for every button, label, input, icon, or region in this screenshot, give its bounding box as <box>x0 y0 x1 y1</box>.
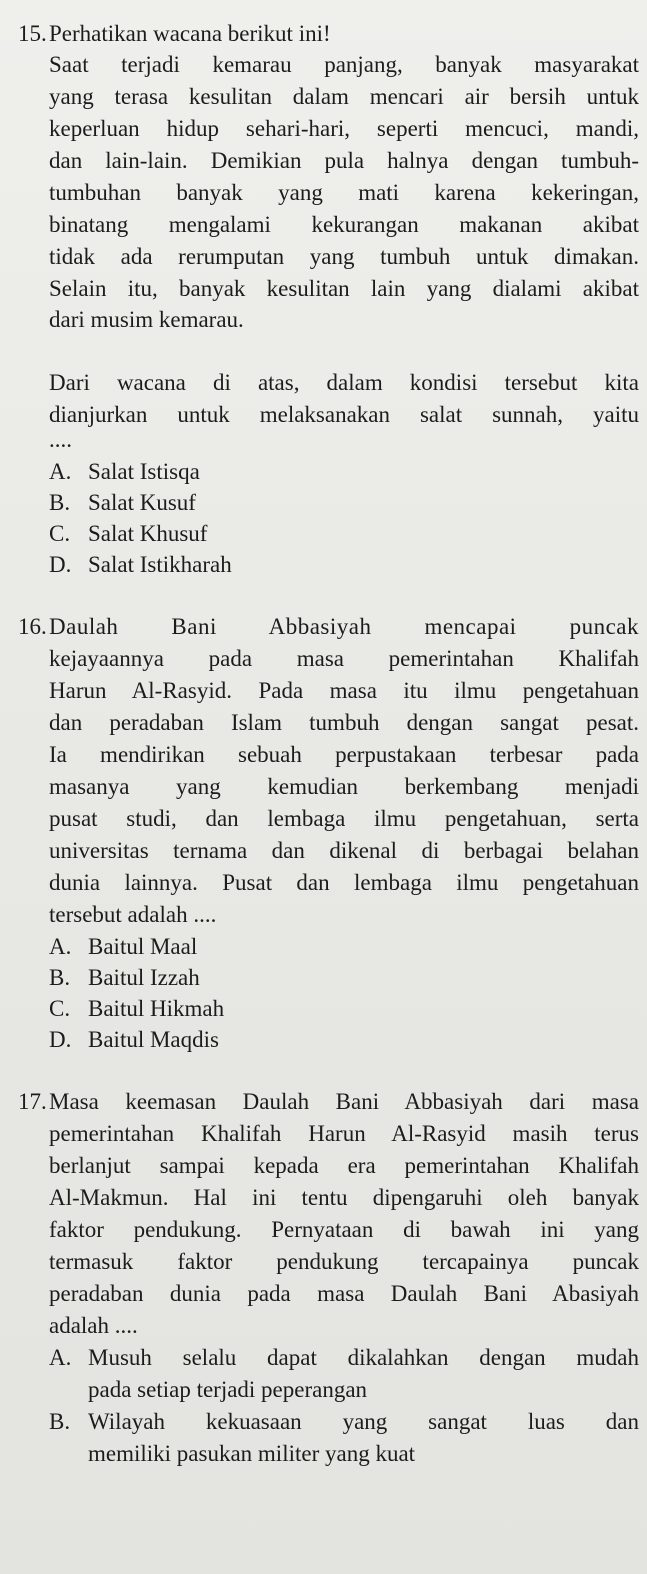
question-17-text-line: Al-Makmun. Hal ini tentu dipengaruhi oleh banyak <box>49 1185 639 1210</box>
option-text: Baitul Izzah <box>88 965 200 990</box>
option-letter: B. <box>49 965 71 990</box>
option-letter: B. <box>49 1409 71 1434</box>
question-15-option-d[interactable] <box>49 550 232 579</box>
question-15-instruction: Perhatikan wacana berikut ini! <box>49 21 331 46</box>
question-16-text-line: universitas ternama dan dikenal di berbagai belahan <box>49 838 639 863</box>
question-17-text-line: Masa keemasan Daulah Bani Abbasiyah dari masa <box>49 1089 639 1114</box>
question-15-passage-line: binatang mengalami kekurangan makanan akibat <box>49 212 639 237</box>
question-16-text-line: pusat studi, dan lembaga ilmu pengetahuan, serta <box>49 806 639 831</box>
question-16-text-line: dan peradaban Islam tumbuh dengan sangat pesat. <box>49 710 639 735</box>
option-text: Salat Istisqa <box>88 459 200 484</box>
question-16-text-line: kejayaannya pada masa pemerintahan Khalifah <box>49 646 639 671</box>
option-text-line: memiliki pasukan militer yang kuat <box>88 1441 416 1466</box>
option-text: Baitul Maal <box>88 934 198 959</box>
question-17-text-line: peradaban dunia pada masa Daulah Bani Abasiyah <box>49 1281 639 1306</box>
option-text-line: Wilayah kekuasaan yang sangat luas dan <box>88 1409 639 1434</box>
option-text-line: Musuh selalu dapat dikalahkan dengan mudah <box>88 1345 639 1370</box>
question-15-prompt-line: dianjurkan untuk melaksanakan salat sunnah, yaitu <box>49 402 639 427</box>
option-letter: D. <box>49 552 72 577</box>
option-text-line: pada setiap terjadi peperangan <box>88 1377 368 1402</box>
question-15-option-b[interactable] <box>49 488 196 517</box>
question-15-passage-line: yang terasa kesulitan dalam mencari air bersih untuk <box>49 84 639 109</box>
question-15-passage-line: keperluan hidup sehari-hari, seperti mencuci, mandi, <box>49 116 639 141</box>
question-16-text-line: Daulah Bani Abbasiyah mencapai puncak <box>49 614 639 639</box>
question-16-text-line: Ia mendirikan sebuah perpustakaan terbesar pada <box>49 742 639 767</box>
question-15-passage-line: Selain itu, banyak kesulitan lain yang dialami akibat <box>49 276 639 301</box>
question-17-text-line: faktor pendukung. Pernyataan di bawah ini yang <box>49 1217 639 1242</box>
question-15-option-a[interactable] <box>49 457 200 486</box>
question-16-option-d[interactable] <box>49 1025 219 1054</box>
option-letter: C. <box>49 996 71 1021</box>
question-16-text-line: dunia lainnya. Pusat dan lembaga ilmu pengetahuan <box>49 870 639 895</box>
question-16-text-line: masanya yang kemudian berkembang menjadi <box>49 774 639 799</box>
question-15-passage-line: dari musim kemarau. <box>49 307 244 332</box>
option-letter: A. <box>49 934 72 959</box>
option-text: Salat Istikharah <box>88 552 232 577</box>
question-17-number: 17. <box>18 1089 47 1114</box>
question-16-text-line: tersebut adalah .... <box>49 902 217 927</box>
question-16-option-a[interactable] <box>49 932 197 961</box>
question-16-number: 16. <box>18 614 47 639</box>
option-letter: A. <box>49 1345 72 1370</box>
question-17-text-line: termasuk faktor pendukung tercapainya puncak <box>49 1249 639 1274</box>
question-15-passage-line: tumbuhan banyak yang mati karena kekeringan, <box>49 180 639 205</box>
option-letter: A. <box>49 459 72 484</box>
option-text: Baitul Maqdis <box>88 1027 219 1052</box>
option-letter: D. <box>49 1027 72 1052</box>
question-16-option-c[interactable] <box>49 994 224 1023</box>
question-17-text-line: adalah .... <box>49 1313 138 1338</box>
question-15-number: 15. <box>18 21 47 46</box>
question-15-option-c[interactable] <box>49 519 207 548</box>
question-17-text-line: pemerintahan Khalifah Harun Al-Rasyid masih terus <box>49 1121 639 1146</box>
option-text: Salat Kusuf <box>88 490 196 515</box>
option-letter: C. <box>49 521 71 546</box>
question-15-passage-line: tidak ada rerumputan yang tumbuh untuk dimakan. <box>49 244 639 269</box>
option-text: Salat Khusuf <box>88 521 208 546</box>
question-16-option-b[interactable] <box>49 963 200 992</box>
option-text: Baitul Hikmah <box>88 996 225 1021</box>
question-15-prompt-ellipsis: .... <box>49 427 72 452</box>
question-16-text-line: Harun Al-Rasyid. Pada masa itu ilmu pengetahuan <box>49 678 639 703</box>
question-17-text-line: berlanjut sampai kepada era pemerintahan Khalifah <box>49 1153 639 1178</box>
option-letter: B. <box>49 490 71 515</box>
question-15-passage-line: Saat terjadi kemarau panjang, banyak masyarakat <box>49 52 639 77</box>
question-15-passage-line: dan lain-lain. Demikian pula halnya dengan tumbuh- <box>49 148 639 173</box>
question-15-prompt-line: Dari wacana di atas, dalam kondisi tersebut kita <box>49 370 639 395</box>
